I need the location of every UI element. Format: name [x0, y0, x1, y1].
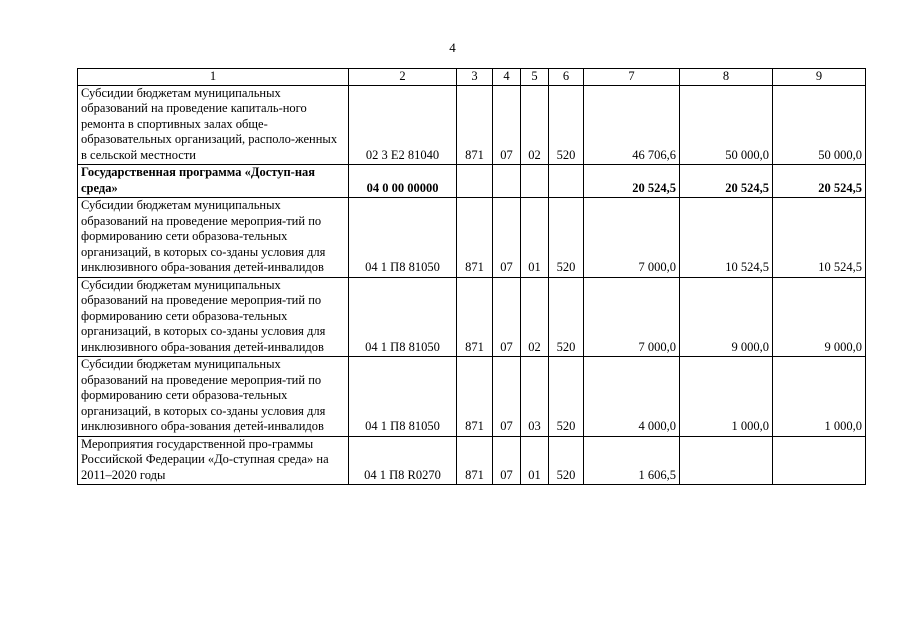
row-cell-8	[680, 436, 773, 485]
row-cell-7: 4 000,0	[584, 357, 680, 437]
row-name-cell: Мероприятия государственной про-граммы Российской Федерации «До-ступная среда» на 2011–2020 годы	[78, 436, 349, 485]
row-cell-6: 520	[549, 85, 584, 165]
row-cell-8: 50 000,0	[680, 85, 773, 165]
table-header-row	[78, 69, 866, 86]
row-cell-8: 1 000,0	[680, 357, 773, 437]
row-cell-6	[549, 165, 584, 198]
row-cell-4: 07	[493, 277, 521, 357]
row-cell-7: 46 706,6	[584, 85, 680, 165]
row-cell-4: 07	[493, 436, 521, 485]
row-cell-3: 871	[457, 85, 493, 165]
row-cell-9: 20 524,5	[773, 165, 866, 198]
table-row	[78, 198, 866, 278]
table-row	[78, 277, 866, 357]
row-cell-5: 01	[521, 198, 549, 278]
row-cell-9: 1 000,0	[773, 357, 866, 437]
row-code-cell: 02 3 Е2 81040	[349, 85, 457, 165]
row-cell-3: 871	[457, 277, 493, 357]
row-name-cell: Субсидии бюджетам муниципальных образований на проведение мероприя-тий по формированию сети образова-тельных организаций, в которых со-зданы условия для инклюзивного обра-зования детей-инвалидов	[78, 198, 349, 278]
row-cell-9: 50 000,0	[773, 85, 866, 165]
table-row	[78, 357, 866, 437]
row-name-cell: Субсидии бюджетам муниципальных образований на проведение мероприя-тий по формированию сети образова-тельных организаций, в которых со-зданы условия для инклюзивного обра-зования детей-инвалидов	[78, 277, 349, 357]
header-cell-4: 4	[493, 69, 521, 86]
header-cell-2: 2	[349, 69, 457, 86]
row-cell-6: 520	[549, 357, 584, 437]
row-cell-9: 10 524,5	[773, 198, 866, 278]
row-cell-4: 07	[493, 357, 521, 437]
table-row	[78, 436, 866, 485]
header-cell-1: 1	[78, 69, 349, 86]
row-code-cell: 04 1 П8 81050	[349, 198, 457, 278]
row-name-cell: Субсидии бюджетам муниципальных образований на проведение мероприя-тий по формированию сети образова-тельных организаций, в которых со-зданы условия для инклюзивного обра-зования детей-инвалидов	[78, 357, 349, 437]
row-cell-5: 01	[521, 436, 549, 485]
row-cell-8: 9 000,0	[680, 277, 773, 357]
row-cell-6: 520	[549, 198, 584, 278]
row-cell-3	[457, 165, 493, 198]
row-cell-5: 02	[521, 277, 549, 357]
row-cell-3: 871	[457, 198, 493, 278]
row-cell-5: 02	[521, 85, 549, 165]
page-number: 4	[449, 40, 456, 55]
row-cell-4: 07	[493, 85, 521, 165]
row-cell-3: 871	[457, 357, 493, 437]
row-name-cell: Субсидии бюджетам муниципальных образований на проведение капиталь-ного ремонта в спортивных залах обще-образовательных организаций, располо-женных в сельской местности	[78, 85, 349, 165]
row-code-cell: 04 1 П8 81050	[349, 277, 457, 357]
table-row-program	[78, 165, 866, 198]
row-cell-7: 7 000,0	[584, 198, 680, 278]
row-cell-3: 871	[457, 436, 493, 485]
row-cell-4	[493, 165, 521, 198]
header-cell-3: 3	[457, 69, 493, 86]
header-cell-8: 8	[680, 69, 773, 86]
row-cell-6: 520	[549, 436, 584, 485]
header-cell-5: 5	[521, 69, 549, 86]
row-cell-5: 03	[521, 357, 549, 437]
row-cell-7: 20 524,5	[584, 165, 680, 198]
row-cell-7: 1 606,5	[584, 436, 680, 485]
header-cell-9: 9	[773, 69, 866, 86]
row-code-cell: 04 1 П8 81050	[349, 357, 457, 437]
budget-table	[77, 68, 866, 485]
row-cell-8: 20 524,5	[680, 165, 773, 198]
row-cell-5	[521, 165, 549, 198]
row-cell-7: 7 000,0	[584, 277, 680, 357]
row-cell-9	[773, 436, 866, 485]
row-cell-4: 07	[493, 198, 521, 278]
row-cell-6: 520	[549, 277, 584, 357]
row-cell-9: 9 000,0	[773, 277, 866, 357]
row-cell-8: 10 524,5	[680, 198, 773, 278]
header-cell-6: 6	[549, 69, 584, 86]
header-cell-7: 7	[584, 69, 680, 86]
row-name-cell: Государственная программа «Доступ-ная среда»	[78, 165, 349, 198]
table-row	[78, 85, 866, 165]
row-code-cell: 04 1 П8 R0270	[349, 436, 457, 485]
row-code-cell: 04 0 00 00000	[349, 165, 457, 198]
